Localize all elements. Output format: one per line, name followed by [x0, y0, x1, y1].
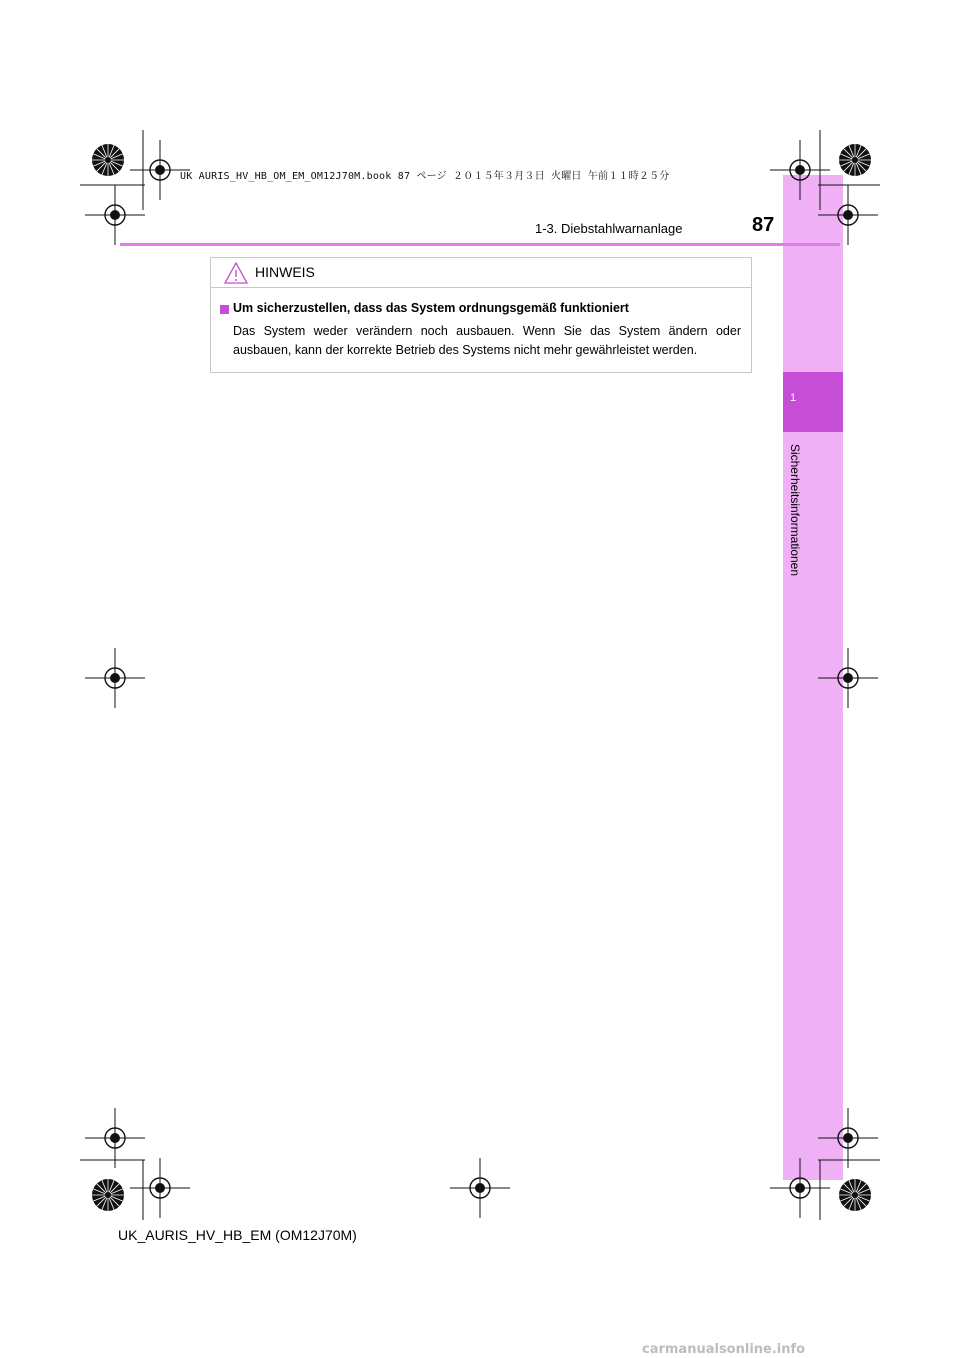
- registration-mark-icon: [818, 185, 878, 245]
- color-bar-icon: [92, 144, 124, 176]
- notice-box: [210, 257, 752, 373]
- registration-mark-icon: [450, 1158, 510, 1218]
- bullet-square-icon: [220, 305, 229, 314]
- chapter-title: Sicherheitsinformationen: [788, 443, 802, 577]
- header-rule: [120, 243, 840, 246]
- print-metadata: UK AURIS_HV_HB_OM_EM_OM12J70M.book 87 ページ ２０１５年３月３日 火曜日 午前１１時２５分: [180, 171, 670, 182]
- chapter-number: 1: [789, 392, 797, 404]
- registration-mark-icon: [85, 1108, 145, 1168]
- section-title: 1-3. Diebstahlwarnanlage: [535, 221, 683, 236]
- registration-mark-icon: [85, 648, 145, 708]
- footer-code: UK_AURIS_HV_HB_EM (OM12J70M): [118, 1227, 357, 1243]
- notice-heading: Um sicherzustellen, dass das System ordnungsgemäß funktioniert: [233, 301, 629, 315]
- registration-mark-icon: [770, 1158, 830, 1218]
- registration-mark-icon: [818, 1108, 878, 1168]
- color-bar-icon: [92, 1179, 124, 1211]
- registration-mark-icon: [130, 1158, 190, 1218]
- notice-body: Das System weder verändern noch ausbauen. Wenn Sie das System ändern oder ausbauen, kann der korrekte Betrieb des Systems nicht mehr gewährleistet werden.: [233, 324, 741, 357]
- warning-triangle-icon: [224, 262, 248, 284]
- notice-header: [211, 258, 751, 288]
- color-bar-icon: [839, 144, 871, 176]
- page-number: 87: [752, 214, 775, 236]
- color-bar-icon: [839, 1179, 871, 1211]
- registration-mark-icon: [818, 648, 878, 708]
- registration-mark-icon: [770, 140, 830, 200]
- watermark: carmanualsonline.info: [642, 1342, 806, 1357]
- notice-label: HINWEIS: [255, 264, 315, 280]
- registration-mark-icon: [85, 185, 145, 245]
